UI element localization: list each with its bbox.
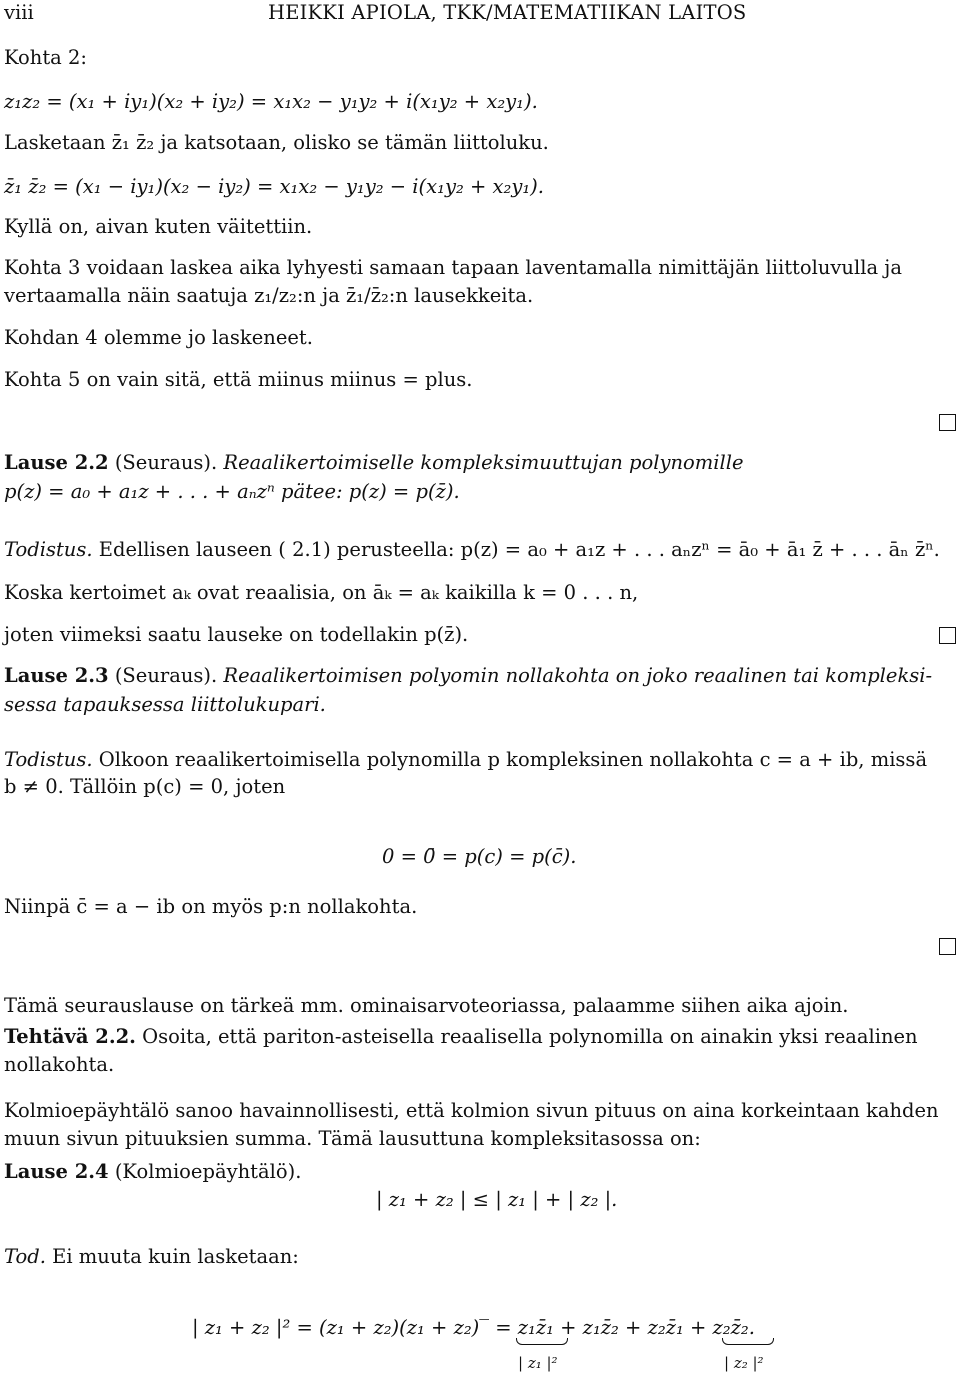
tod3-label: Tod. [4,1245,46,1268]
paragraph-tama: Tämä seurauslause on tärkeä mm. ominaisarvoteoriassa, palaamme siihen aika ajoin. [4,994,849,1017]
lause22-line1 [4,453,744,473]
equation-zero: 0 = 0̄ = p(c) = p(c̄). [382,845,577,868]
running-head: HEIKKI APIOLA, TKK/MATEMATIIKAN LAITOS [268,1,747,24]
lause23-text: Reaalikertoimisen polyomin nollakohta on joko reaalinen tai kompleksi- [223,664,933,687]
todistus1-text: Edellisen lauseen ( 2.1) perusteella: p(z) = a₀ + a₁z + . . . aₙzⁿ = ā₀ + ā₁ z̄ + . . . āₙ z̄ⁿ. [98,538,940,561]
tod3-text: Ei muuta kuin lasketaan: [52,1245,299,1268]
equation-product: z₁z₂ = (x₁ + iy₁)(x₂ + iy₂) = x₁x₂ − y₁y₂ + i(x₁y₂ + x₂y₁). [4,90,538,113]
paragraph-lasketaan: Lasketaan z̄₁ z̄₂ ja katsotaan, olisko se tämän liittoluku. [4,131,549,154]
equation-final: | z₁ + z₂ |² = (z₁ + z₂)(z₁ + z₂)‾ = z₁z̄₁ + z₁z̄₂ + z₂z̄₁ + z₂z̄₂. [192,1316,755,1339]
paragraph-kohta3-line1: Kohta 3 voidaan laskea aika lyhyesti samaan tapaan laventamalla nimittäjän liittoluvulla ja [4,256,902,279]
qed-box [939,627,956,644]
lause24-label: Lause 2.4 [4,1160,109,1183]
lause22-line2: p(z) = a₀ + a₁z + . . . + aₙzⁿ pätee: p(z) = p(z̄). [4,480,460,503]
qed-box [939,938,956,955]
lause22-paren: (Seuraus). [114,451,218,474]
lause24-paren: (Kolmioepäyhtälö). [114,1160,302,1183]
todistus2-line2: b ≠ 0. Tällöin p(c) = 0, joten [4,775,286,798]
todistus1-label: Todistus. [4,538,93,561]
paragraph-kohta5: Kohta 5 on vain sitä, että miinus miinus = plus. [4,368,473,391]
todistus1-line [4,540,940,560]
paragraph-kohta3-line2: vertaamalla näin saatuja z₁/z₂:n ja z̄₁/z̄₂:n lausekkeita. [4,284,534,307]
lause23-line1 [4,666,932,686]
page-number: viii [4,1,34,24]
lause24-line [4,1162,301,1182]
underbrace-label-z1: | z₁ |² [518,1354,558,1372]
tehtava-line1 [4,1027,918,1047]
paragraph-joten: joten viimeksi saatu lauseke on todellakin p(z̄). [4,623,469,646]
lause22-text: Reaalikertoimiselle kompleksimuuttujan polynomille [223,451,744,474]
lause23-paren: (Seuraus). [114,664,218,687]
qed-box [939,414,956,431]
paragraph-kohta4: Kohdan 4 olemme jo laskeneet. [4,326,313,349]
lause23-line2: sessa tapauksessa liittolukupari. [4,693,326,716]
kohta2-heading: Kohta 2: [4,46,87,69]
underbrace [516,1338,568,1345]
underbrace-label-z2: | z₂ |² [724,1354,764,1372]
paragraph-kolmio-line1: Kolmioepäyhtälö sanoo havainnollisesti, että kolmion sivun pituus on aina korkeintaan kahden [4,1099,939,1122]
document-page [4,0,956,1375]
lause22-label: Lause 2.2 [4,451,109,474]
tod3-line [4,1247,299,1267]
lause23-label: Lause 2.3 [4,664,109,687]
todistus2-label: Todistus. [4,748,93,771]
todistus2-line1 [4,750,927,770]
underbrace [722,1338,774,1345]
tehtava-line2: nollakohta. [4,1053,115,1076]
equation-triangle: | z₁ + z₂ | ≤ | z₁ | + | z₂ |. [376,1188,618,1211]
paragraph-kylla: Kyllä on, aivan kuten väitettiin. [4,215,313,238]
tehtava-text: Osoita, että pariton-asteisella reaalisella polynomilla on ainakin yksi reaalinen [142,1025,918,1048]
paragraph-kolmio-line2: muun sivun pituuksien summa. Tämä lausuttuna kompleksitasossa on: [4,1127,701,1150]
tehtava-label: Tehtävä 2.2. [4,1025,136,1048]
todistus2-text: Olkoon reaalikertoimisella polynomilla p kompleksinen nollakohta c = a + ib, missä [98,748,928,771]
paragraph-koska: Koska kertoimet aₖ ovat reaalisia, on āₖ = aₖ kaikilla k = 0 . . . n, [4,581,639,604]
paragraph-niinpa: Niinpä c̄ = a − ib on myös p:n nollakohta. [4,895,418,918]
equation-conjugate: z̄₁ z̄₂ = (x₁ − iy₁)(x₂ − iy₂) = x₁x₂ − y₁y₂ − i(x₁y₂ + x₂y₁). [4,175,544,198]
